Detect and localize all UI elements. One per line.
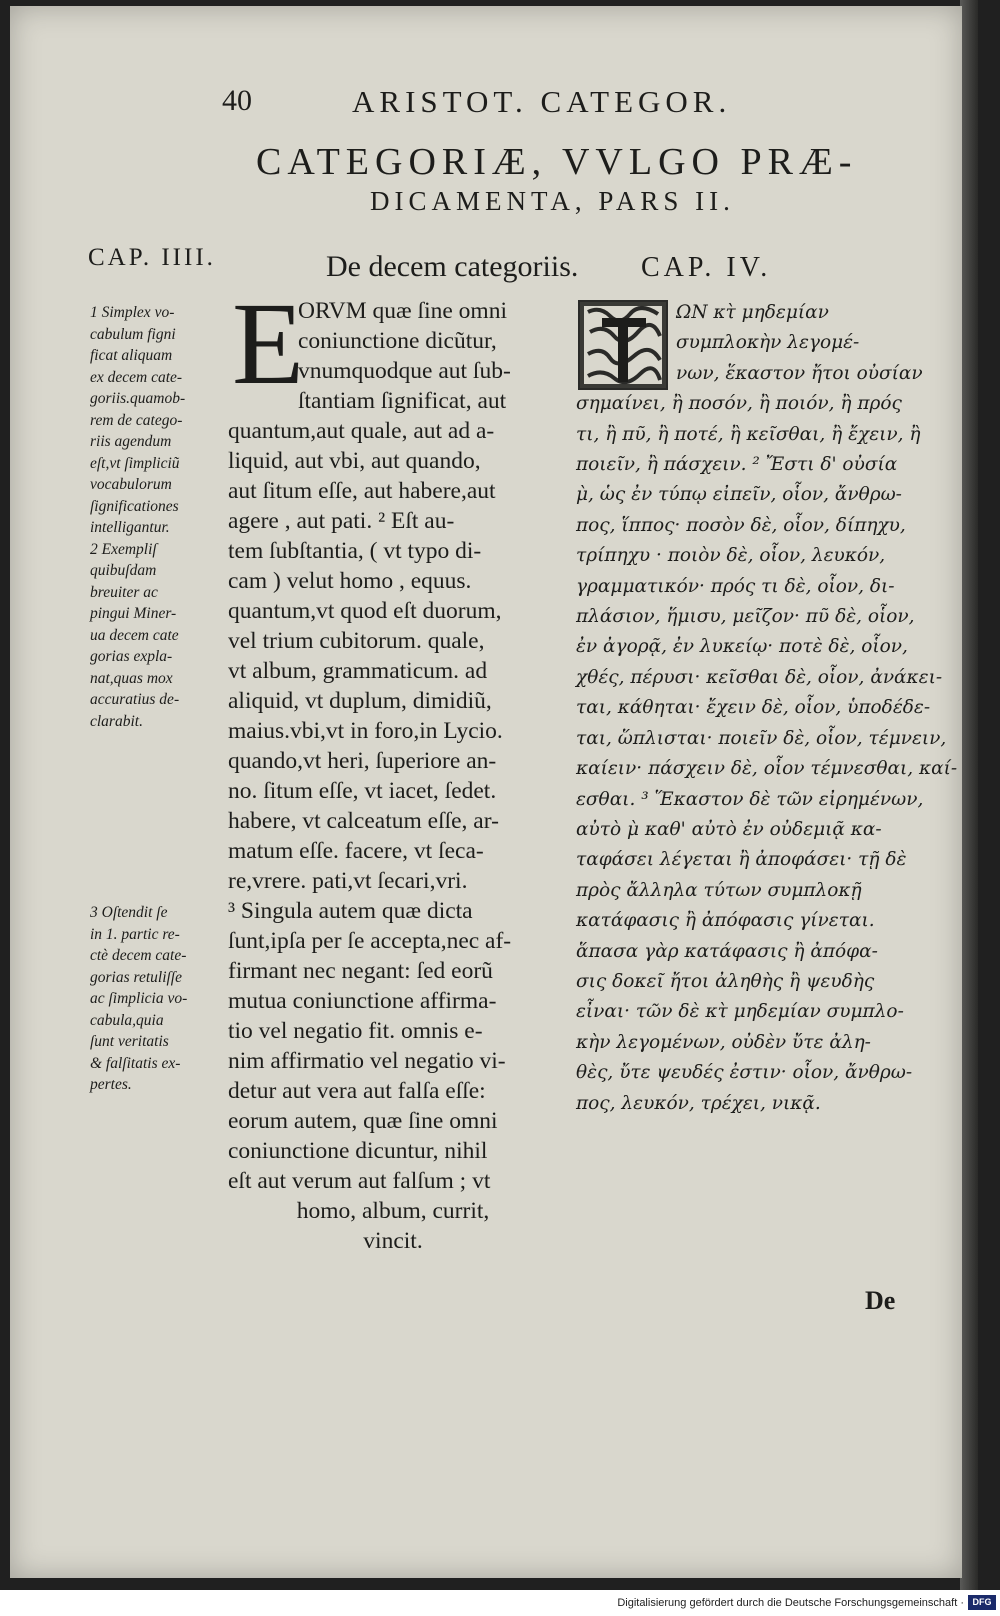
text-line: ται, κάθηται· ἔχειν δὲ, οἷον, ὑποδέδε- (576, 697, 931, 719)
text-line: θὲς, ὔτε ψευδές ἐστιν· οἷον, ἄνθρω- (576, 1062, 913, 1084)
text-line: pingui Miner- (90, 605, 177, 622)
text-line: εσθαι. ³ Ἕκαστον δὲ τῶν εἰρημένων, (576, 788, 924, 810)
funding-notice: Digitalisierung gefördert durch die Deutsche Forschungsgemeinschaft · (617, 1597, 964, 1609)
text-line: ΩΝ κτ̀ μηδεμίαν (676, 302, 829, 323)
footer-bar (0, 1590, 1000, 1616)
text-line: no. ſitum eſſe, vt iacet, ſedet. (228, 778, 497, 804)
text-line: rem de catego- (90, 411, 183, 429)
text-line: habere, vt calceatum eſſe, ar- (228, 808, 499, 834)
text-line: gorias retuliſſe (90, 968, 182, 986)
text-line: aliquid, vt duplum, dimidiũ, (228, 688, 492, 714)
chapter-label-right: CAP. IV. (641, 252, 772, 283)
text-line: 3 Oſtendit ſe (90, 904, 168, 921)
dfg-logo: DFG (968, 1595, 996, 1610)
text-line: quantum,aut quale, aut ad a- (228, 418, 495, 444)
text-line: ſunt,ipſa per ſe accepta,nec af- (228, 928, 512, 954)
text-line: καίειν· πάσχειν δὲ, οἷον τέμνεσθαι, καί- (576, 758, 958, 780)
text-line: συμπλοκὴν λεγομέ- (676, 332, 860, 354)
text-line: clarabit. (90, 712, 143, 730)
text-line: σις δοκεῖ ἤτοι ἀληθὴς ἢ ψευδὴς (576, 970, 875, 992)
text-line: coniunctione dicuntur, nihil (228, 1138, 488, 1164)
latin-text-column (228, 278, 558, 1256)
text-line: πρὸς ἄλληλα τύτων συμπλοκῇ (576, 879, 862, 901)
text-line: ſunt veritatis (90, 1033, 169, 1050)
text-line: goriis.quamob- (90, 390, 186, 407)
text-line: ἅπασα γὰρ κατάφασις ἢ ἀπόφα- (576, 940, 878, 962)
text-line: γραμματικόν· πρός τι δὲ, οἷον, δι- (576, 575, 895, 597)
section-title-line1: CATEGORIÆ, VVLGO PRÆ- (256, 141, 858, 183)
chapter-label-left: CAP. IIII. (88, 244, 216, 271)
text-line: cam ) velut homo , equus. (228, 568, 472, 594)
text-line: τι, ἢ πῦ, ἢ ποτέ, ἢ κεῖσθαι, ἢ ἔχειν, ἢ (576, 423, 921, 445)
text-line: cabula,quia (90, 1011, 164, 1029)
text-line: re,vrere. pati,vt ſecari,vri. (228, 868, 468, 894)
text-line: & falſitatis ex- (90, 1054, 181, 1072)
text-line: nim affirmatio vel negatio vi- (228, 1048, 506, 1074)
text-line: intelligantur. (90, 519, 170, 536)
text-line: ποιεῖν, ἢ πάσχειν. ² Ἔστι δ' οὐσία (576, 454, 898, 476)
text-line: riis agendum (90, 433, 172, 450)
text-line: matum eſſe. facere, vt ſeca- (228, 838, 484, 864)
margin-note-1 (90, 302, 185, 732)
text-line: ex decem cate- (90, 368, 183, 386)
text-line: ORVM quæ ſine omni (298, 298, 507, 324)
section-title-line2: DICAMENTA, PARS II. (370, 186, 735, 216)
text-line: ται, ὥπλισται· ποιεῖν δὲ, οἷον, τέμνειν, (576, 727, 947, 749)
text-line: quantum,vt quod eſt duorum, (228, 598, 502, 624)
margin-note-2 (90, 902, 187, 1096)
text-line: χθές, πέρυσι· κεῖσθαι δὲ, οἷον, ἀνάκει- (576, 666, 943, 688)
text-line: κὴν λεγομένων, οὐδὲν ὔτε ἀλη- (576, 1031, 871, 1053)
text-line: detur aut vera aut falſa eſſe: (228, 1078, 486, 1104)
text-line: πλάσιον, ἥμισυ, μεῖζον· πῦ δὲ, οἷον, (576, 606, 915, 628)
page-number: 40 (222, 84, 252, 117)
text-line: homo, album, currit, (296, 1198, 490, 1224)
text-line: vincit. (363, 1228, 423, 1254)
text-line: αὐτὸ μ̀ καθ' αὐτὸ ἐν οὐδεμιᾷ κα- (576, 818, 882, 840)
text-line: in 1. partic re- (90, 925, 180, 943)
text-line: μ̀, ὡς ἐν τύπῳ εἰπεῖν, οἷον, ἄνθρω- (576, 484, 902, 506)
text-line: ſignificationes (90, 497, 179, 515)
text-line: 2 Exempliſ (90, 540, 157, 558)
text-line: pertes. (90, 1076, 132, 1093)
text-line: mutua coniunctione affirma- (228, 988, 497, 1014)
book-edge (960, 0, 978, 1590)
text-line: πος, λευκόν, τρέχει, νικᾷ. (576, 1092, 821, 1114)
text-line: quando,vt heri, ſuperiore an- (228, 748, 497, 774)
text-line: ac ſimplicia vo- (90, 990, 188, 1007)
text-line: ταφάσει λέγεται ἢ ἀποφάσει· τῇ δὲ (576, 849, 907, 871)
text-line: eorum autem, quæ ſine omni (228, 1108, 498, 1134)
text-line: ³ Singula autem quæ dicta (228, 898, 473, 924)
text-line: ἐν ἀγορᾷ, ἐν λυκείῳ· ποτὲ δὲ, οἷον, (576, 636, 908, 658)
latin-drop-cap: E (232, 278, 305, 409)
text-line: liquid, aut vbi, aut quando, (228, 448, 481, 474)
text-line: eſt,vt ſimpliciũ (90, 454, 180, 472)
text-line: vt album, grammaticum. ad (228, 658, 488, 684)
text-line: ſtantiam ſignificat, aut (298, 388, 507, 414)
text-line: maius.vbi,vt in foro,in Lycio. (228, 718, 503, 744)
text-line: vel trium cubitorum. quale, (228, 628, 485, 654)
running-title: ARISTOT. CATEGOR. (352, 84, 732, 119)
text-line: accuratius de- (90, 691, 180, 708)
greek-text-column (576, 298, 958, 1119)
text-line: vocabulorum (90, 476, 172, 493)
text-line: aut ſitum eſſe, aut habere,aut (228, 478, 496, 504)
chapter-heading: De decem categoriis. (326, 250, 579, 283)
text-line: τρίπηχυ · ποιὸν δὲ, οἷον, λευκόν, (576, 545, 886, 567)
text-line: εἶναι· τῶν δὲ κτ̀ μηδεμίαν συμπλο- (576, 1001, 904, 1023)
catchword: De (865, 1286, 896, 1315)
text-line: 1 Simplex vo- (90, 304, 175, 321)
text-line: breuiter ac (90, 583, 158, 601)
text-line: cabulum figni (90, 325, 176, 343)
text-line: ctè decem cate- (90, 947, 187, 964)
text-line: coniunctione dicũtur, (298, 328, 497, 354)
text-line: agere , aut pati. ² Eſt au- (228, 508, 455, 534)
text-line: tio vel negatio fit. omnis e- (228, 1018, 483, 1044)
text-line: vnumquodque aut ſub- (298, 358, 511, 384)
text-line: quibuſdam (90, 562, 157, 579)
text-line: ficat aliquam (90, 347, 173, 364)
text-line: gorias expla- (90, 648, 173, 665)
text-line: κατάφασις ἢ ἀπόφασις γίνεται. (576, 910, 875, 932)
text-line: νων, ἕκαστον ἤτοι οὐσίαν (676, 362, 923, 384)
text-line: firmant nec negant: ſed eorũ (228, 958, 493, 984)
text-line: tem ſubſtantia, ( vt typo di- (228, 538, 482, 564)
text-line: ua decem cate (90, 626, 179, 644)
text-line: nat,quas mox (90, 669, 173, 687)
text-line: eſt aut verum aut falſum ; vt (228, 1168, 491, 1194)
text-line: σημαίνει, ἢ ποσόν, ἢ ποιόν, ἢ πρός (576, 393, 902, 415)
text-line: πος, ἵππος· ποσὸν δὲ, οἷον, δίπηχυ, (576, 514, 906, 536)
